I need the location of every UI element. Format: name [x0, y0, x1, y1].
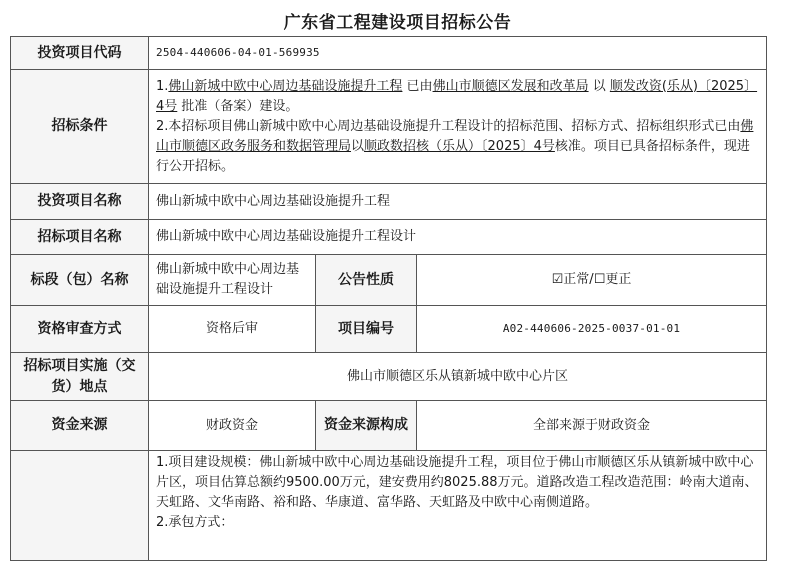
funding-value: 财政资金	[149, 401, 316, 451]
nature-label: 公告性质	[316, 255, 417, 306]
row-project-code	[11, 37, 767, 70]
row-scope	[11, 451, 767, 561]
row-section	[11, 255, 767, 306]
funding-structure-value: 全部来源于财政资金	[417, 401, 767, 451]
condition-1-prefix: 1.	[156, 78, 169, 94]
condition-2-text2: 核准。项目已具备招标条件，现进行公开招标。	[156, 138, 750, 174]
condition-paragraph-2	[156, 117, 759, 177]
condition-1-project: 佛山新城中欧中心周边基础设施提升工程	[168, 78, 403, 94]
condition-1-mid1: 已由	[402, 78, 433, 94]
nature-value: ☑正常/☐更正	[417, 255, 767, 306]
location-value: 佛山市顺德区乐从镇新城中欧中心片区	[149, 353, 767, 401]
conditions-value	[149, 70, 767, 184]
invest-name-value: 佛山新城中欧中心周边基础设施提升工程	[149, 184, 767, 220]
funding-structure-label: 资金来源构成	[316, 401, 417, 451]
condition-paragraph-1	[156, 77, 759, 117]
tender-notice-table	[10, 36, 767, 561]
scope-paragraph-2: 2.承包方式：	[156, 515, 234, 530]
conditions-label: 招标条件	[11, 70, 149, 184]
row-conditions	[11, 70, 767, 184]
tender-name-value: 佛山新城中欧中心周边基础设施提升工程设计	[149, 220, 767, 255]
qualification-label: 资格审查方式	[11, 306, 149, 353]
scope-value	[149, 451, 767, 561]
tender-name-label: 招标项目名称	[11, 220, 149, 255]
scope-paragraph-1: 1.项目建设规模：佛山新城中欧中心周边基础设施提升工程，项目位于佛山市顺德区乐从镇新城中欧中心片区，项目估算总额约9500.00万元，建安费用约8025.88万元。道路改造工程改造范围：岭南大道南、天虹路、文华南路、裕和路、华康道、富华路、天虹路及中欧中心南侧道路。	[156, 455, 758, 510]
section-value: 佛山新城中欧中心周边基础设施提升工程设计	[149, 255, 316, 306]
condition-2-text1: 2.本招标项目佛山新城中欧中心周边基础设施提升工程设计的招标范围、招标方式、招标组织形式已由	[156, 118, 741, 134]
funding-label: 资金来源	[11, 401, 149, 451]
condition-1-authority: 佛山市顺德区发展和改革局	[432, 78, 589, 94]
condition-1-mid2: 以	[588, 78, 610, 94]
condition-2-mid: 以	[351, 138, 365, 154]
page-title: 广东省工程建设项目招标公告	[283, 13, 512, 33]
project-code-value: 2504-440606-04-01-569935	[149, 37, 767, 70]
row-qualification	[11, 306, 767, 353]
qualification-value: 资格后审	[149, 306, 316, 353]
project-number-value: A02-440606-2025-0037-01-01	[417, 306, 767, 353]
condition-2-authority: 佛山市顺德区政务服务和数据管理局	[156, 118, 754, 154]
condition-2-doc: 顺政数招核（乐从）〔2025〕4号	[364, 138, 555, 154]
condition-1-doc: 顺发改资(乐从)〔2025〕4号	[156, 78, 758, 114]
row-funding	[11, 401, 767, 451]
row-invest-name	[11, 184, 767, 220]
scope-label	[11, 451, 149, 561]
project-number-label: 项目编号	[316, 306, 417, 353]
row-tender-name	[11, 220, 767, 255]
project-code-label: 投资项目代码	[11, 37, 149, 70]
invest-name-label: 投资项目名称	[11, 184, 149, 220]
condition-1-suffix: 批准（备案）建设。	[177, 98, 299, 114]
location-label: 招标项目实施（交货）地点	[11, 353, 149, 401]
row-location	[11, 353, 767, 401]
section-label: 标段（包）名称	[11, 255, 149, 306]
